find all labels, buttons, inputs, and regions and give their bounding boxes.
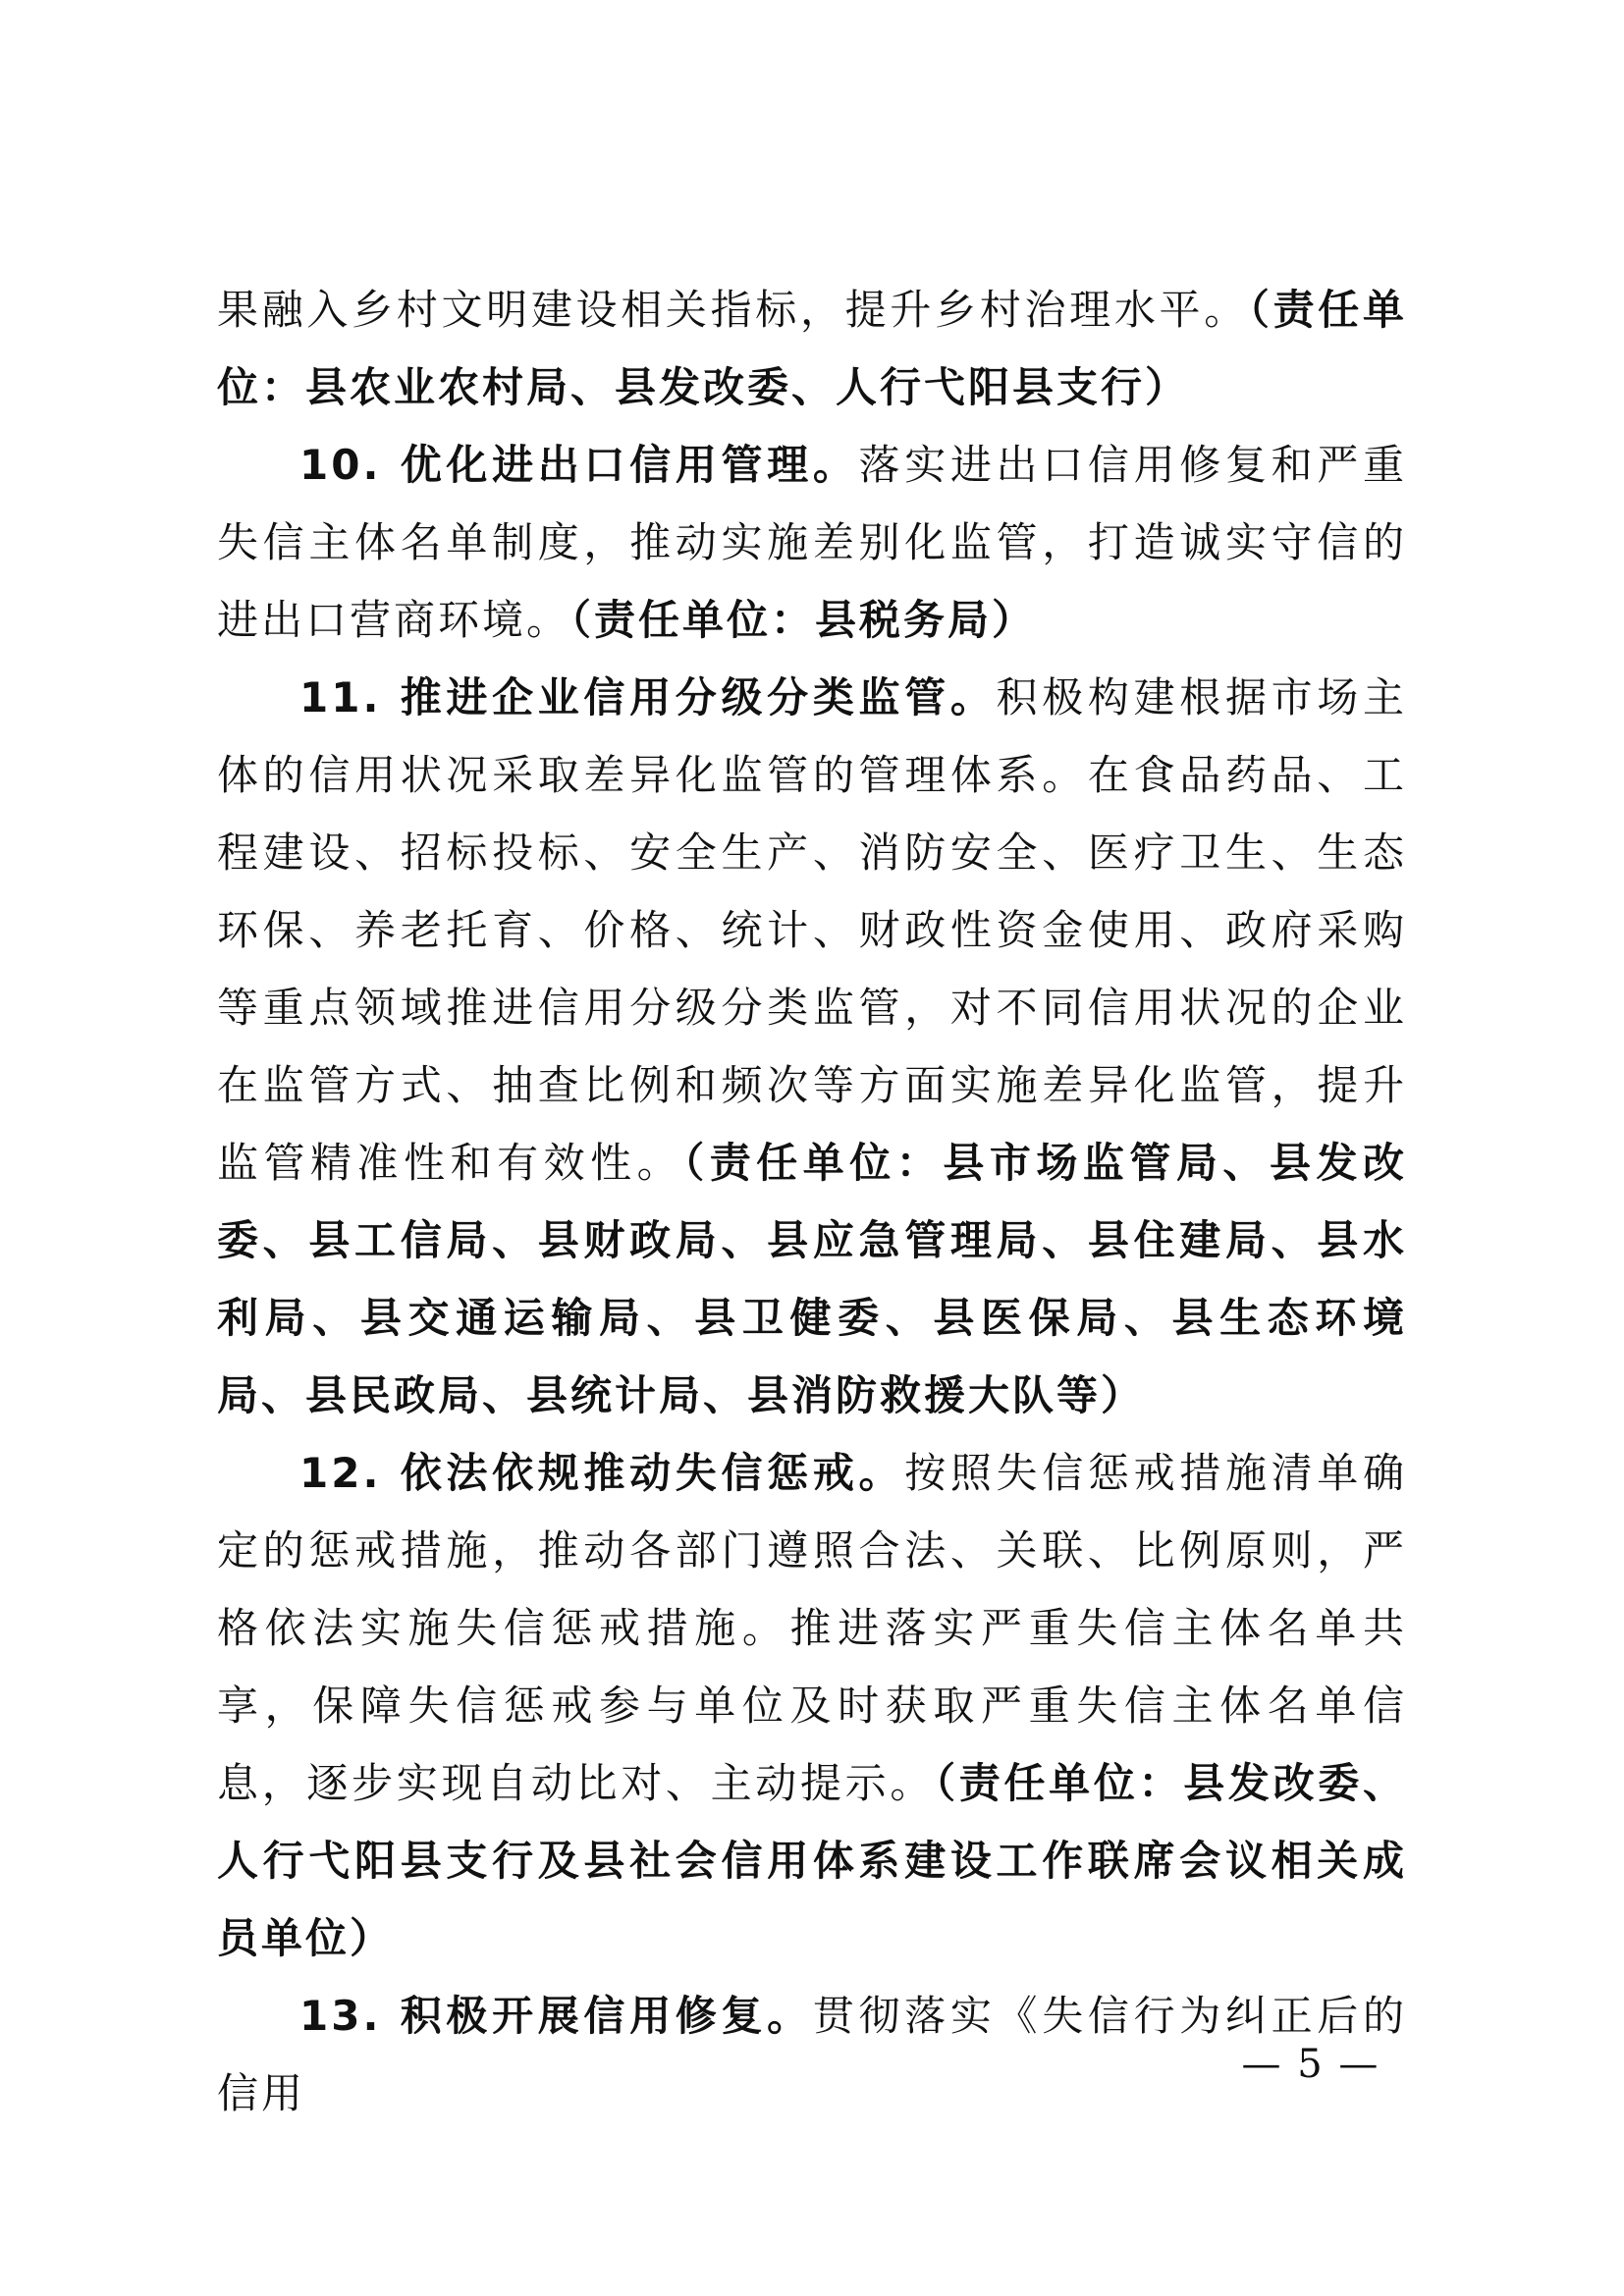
responsibility-units: （责任单位：县农业农村局、县发改委、人行弋阳县支行） <box>217 286 1407 411</box>
paragraph-body: 积极构建根据市场主体的信用状况采取差异化监管的管理体系。在食品药品、工程建设、招标投标、安全生产、消防安全、医疗卫生、生态环保、养老托育、价格、统计、财政性资金使用、政府采购等重点领域推进信用分级分类监管，对不同信用状况的企业在监管方式、抽查比例和频次等方面实施差异化监管，提升监管精准性和有效性。 <box>217 673 1407 1187</box>
paragraph-body: 果融入乡村文明建设相关指标，提升乡村治理水平。 <box>217 286 1249 334</box>
paragraph-item-11 <box>217 659 1407 1434</box>
item-heading: 13. 积极开展信用修复。 <box>299 1992 813 2040</box>
paragraph-body: 落实进出口信用修复和严重失信主体名单制度，推动实施差别化监管，打造诚实守信的进出口营商环境。 <box>217 441 1407 644</box>
paragraph-item-12 <box>217 1434 1407 1977</box>
item-heading: 11. 推进企业信用分级分类监管。 <box>299 673 997 721</box>
paragraph-body: 贯彻落实《失信行为纠正后的信用 <box>217 1992 1407 2117</box>
paragraph-item-13 <box>217 1977 1407 2132</box>
document-body <box>217 271 1407 2132</box>
responsibility-units: （责任单位：县市场监管局、县发改委、县工信局、县财政局、县应急管理局、县住建局、县水利局、县交通运输局、县卫健委、县医保局、县生态环境局、县民政局、县统计局、县消防救援大队等） <box>217 1139 1407 1419</box>
paragraph-continuation <box>217 271 1407 426</box>
page-number: — 5 — <box>1241 2042 1380 2087</box>
paragraph-item-10 <box>217 426 1407 659</box>
responsibility-units: （责任单位：县发改委、人行弋阳县支行及县社会信用体系建设工作联席会议相关成员单位） <box>217 1759 1407 1962</box>
paragraph-body: 按照失信惩戒措施清单确定的惩戒措施，推动各部门遵照合法、关联、比例原则，严格依法实施失信惩戒措施。推进落实严重失信主体名单共享，保障失信惩戒参与单位及时获取严重失信主体名单信息，逐步实现自动比对、主动提示。 <box>217 1449 1407 1807</box>
item-heading: 10. 优化进出口信用管理。 <box>299 441 859 489</box>
item-heading: 12. 依法依规推动失信惩戒。 <box>299 1449 905 1497</box>
responsibility-units: （责任单位：县税务局） <box>570 596 1037 644</box>
